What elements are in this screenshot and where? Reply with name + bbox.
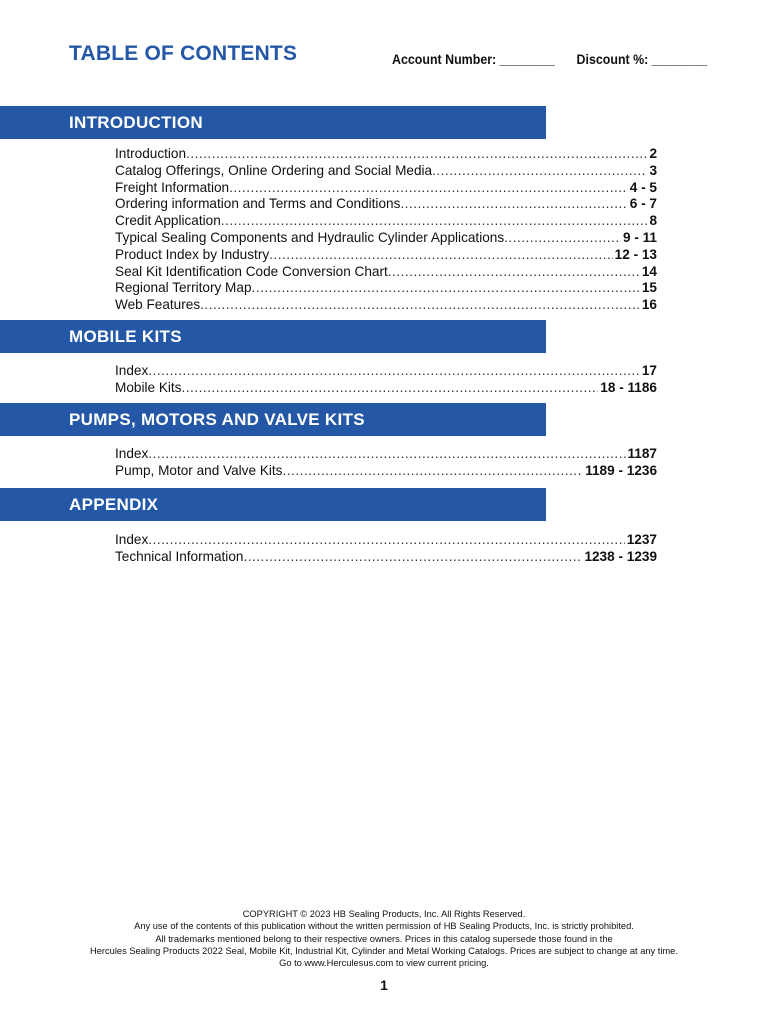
- toc-entry-page: 12 - 13: [614, 246, 657, 262]
- toc-list: [115, 363, 657, 397]
- toc-entry-label: Technical Information: [115, 548, 244, 564]
- toc-entry-page: 18 - 1186: [600, 379, 657, 395]
- dot-leader: [252, 280, 640, 297]
- toc-entry-label: Freight Information: [115, 179, 230, 195]
- footer-line: All trademarks mentioned belong to their respective owners. Prices in this catalog supersede those found in the: [155, 933, 613, 944]
- dot-leader: [432, 163, 647, 180]
- section-header: MOBILE KITS: [0, 320, 546, 353]
- toc-entry-page: 4 - 5: [629, 179, 657, 195]
- toc-entry[interactable]: [115, 264, 657, 281]
- toc-entry-label: Seal Kit Identification Code Conversion Chart: [115, 263, 388, 279]
- toc-entry[interactable]: [115, 213, 657, 230]
- toc-entry-label: Index: [115, 532, 149, 547]
- footer-line: COPYRIGHT © 2023 HB Sealing Products, Inc. All Rights Reserved.: [242, 909, 526, 919]
- dot-leader: [229, 180, 628, 197]
- toc-entry[interactable]: [115, 230, 657, 247]
- dot-leader: [181, 380, 598, 397]
- dot-leader: [282, 463, 583, 480]
- toc-entry-label: Credit Application: [115, 213, 221, 229]
- toc-entry[interactable]: [115, 146, 657, 163]
- account-number-label: Account Number: ________: [392, 52, 555, 67]
- toc-entry-page: 15: [641, 280, 657, 296]
- toc-entry-page: 2: [649, 146, 657, 161]
- toc-entry[interactable]: [115, 446, 657, 463]
- toc-entry[interactable]: [115, 380, 657, 397]
- dot-leader: [243, 549, 582, 566]
- section-header: APPENDIX: [0, 488, 546, 521]
- dot-leader: [504, 230, 621, 247]
- toc-entry-label: Index: [115, 446, 149, 461]
- toc-entry-page: 1237: [626, 532, 657, 547]
- toc-entry[interactable]: [115, 247, 657, 264]
- dot-leader: [221, 213, 648, 230]
- toc-entry[interactable]: [115, 297, 657, 314]
- dot-leader: [200, 297, 640, 314]
- toc-list: [115, 446, 657, 480]
- footer-line: Hercules Sealing Products 2022 Seal, Mobile Kit, Industrial Kit, Cylinder and Metal Working Catalogs. Prices are subject to change at any time.: [90, 945, 678, 956]
- discount-label: Discount %: ________: [576, 52, 708, 67]
- toc-entry[interactable]: [115, 549, 657, 566]
- toc-entry-page: 9 - 11: [622, 229, 657, 245]
- account-fields: [392, 52, 707, 67]
- toc-list: [115, 146, 657, 314]
- toc-entry-page: 1187: [627, 446, 657, 461]
- dot-leader: [148, 446, 625, 463]
- toc-entry-page: 16: [641, 297, 657, 313]
- toc-entry-page: 1189 - 1236: [585, 462, 657, 478]
- section-header: PUMPS, MOTORS AND VALVE KITS: [0, 403, 546, 436]
- toc-entry[interactable]: [115, 363, 657, 380]
- toc-list: [115, 532, 657, 566]
- toc-entry-label: Web Features: [115, 297, 201, 313]
- toc-entry-label: Ordering information and Terms and Conditions: [115, 196, 401, 212]
- footer-line: Go to www.Herculesus.com to view current pricing.: [279, 958, 489, 969]
- toc-entry[interactable]: [115, 463, 657, 480]
- dot-leader: [400, 196, 627, 213]
- toc-entry-label: Introduction: [115, 146, 187, 161]
- dot-leader: [388, 264, 640, 281]
- page-title: TABLE OF CONTENTS: [69, 42, 298, 65]
- dot-leader: [269, 247, 613, 264]
- toc-entry-label: Product Index by Industry: [115, 246, 270, 262]
- toc-entry-page: 8: [649, 213, 657, 229]
- toc-entry[interactable]: [115, 280, 657, 297]
- toc-entry[interactable]: [115, 163, 657, 180]
- section-header: INTRODUCTION: [0, 106, 546, 139]
- toc-entry-page: 17: [641, 363, 657, 378]
- toc-entry[interactable]: [115, 196, 657, 213]
- toc-entry-page: 1238 - 1239: [584, 548, 657, 564]
- toc-entry-page: 6 - 7: [629, 196, 657, 212]
- dot-leader: [148, 363, 640, 380]
- toc-entry[interactable]: [115, 180, 657, 197]
- dot-leader: [148, 532, 624, 549]
- toc-entry-label: Catalog Offerings, Online Ordering and Social Media: [115, 162, 433, 178]
- page-number: 1: [380, 977, 388, 993]
- toc-entry[interactable]: [115, 532, 657, 549]
- toc-entry-label: Pump, Motor and Valve Kits: [115, 462, 283, 478]
- toc-entry-label: Mobile Kits: [115, 379, 182, 395]
- copyright-footer: [0, 908, 768, 969]
- dot-leader: [186, 146, 647, 163]
- footer-line: Any use of the contents of this publication without the written permission of HB Sealing Products, Inc. is strictly prohibited.: [134, 921, 634, 932]
- toc-entry-label: Regional Territory Map: [115, 280, 252, 296]
- toc-entry-page: 3: [649, 162, 657, 178]
- toc-entry-page: 14: [641, 263, 657, 279]
- toc-entry-label: Typical Sealing Components and Hydraulic Cylinder Applications: [115, 229, 505, 245]
- toc-entry-label: Index: [115, 363, 149, 378]
